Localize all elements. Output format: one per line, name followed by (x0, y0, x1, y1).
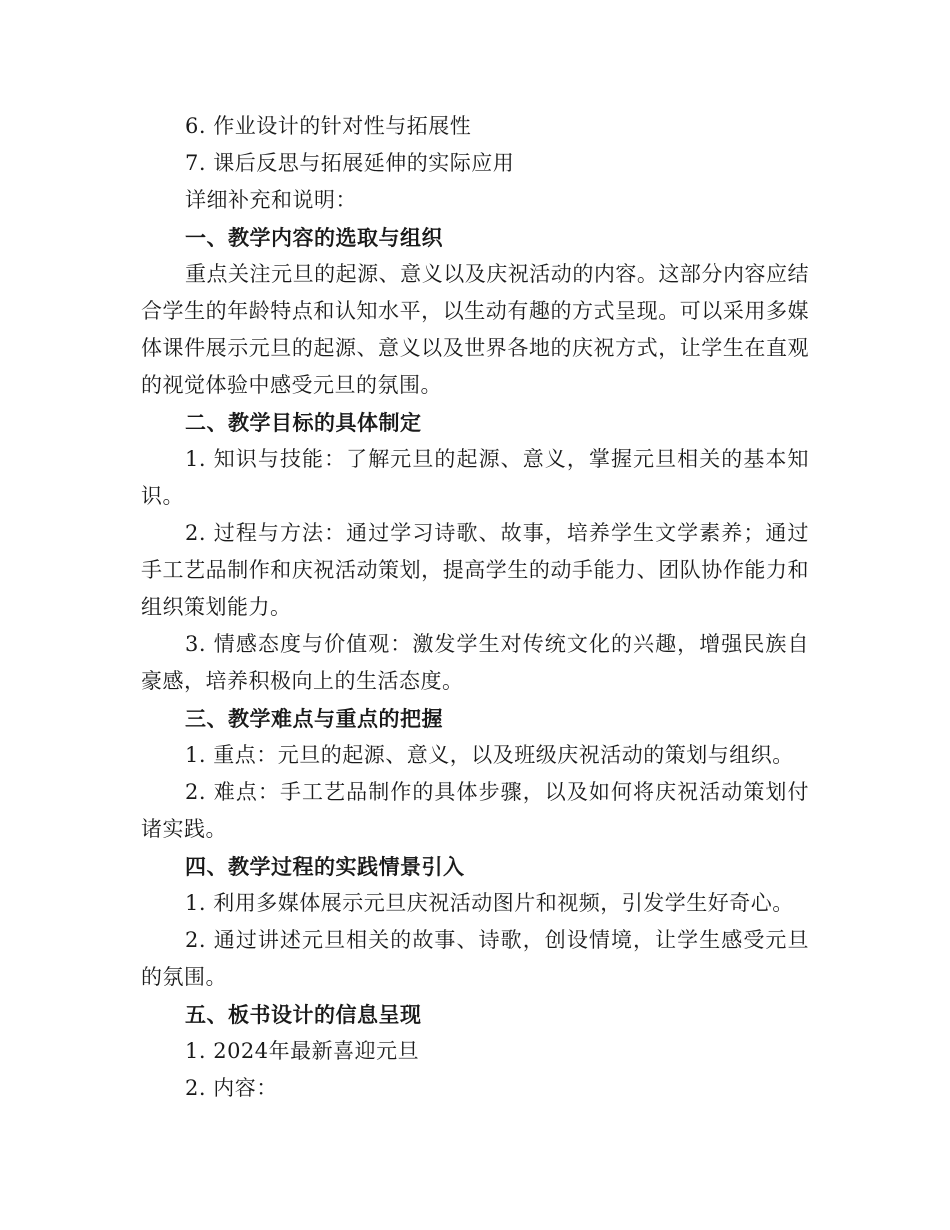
list-item: 2. 内容： (185, 1076, 278, 1100)
section-heading: 四、教学过程的实践情景引入 (185, 854, 465, 879)
list-item: 7. 课后反思与拓展延伸的实际应用 (185, 151, 515, 175)
list-item: 1. 知识与技能：了解元旦的起源、意义，掌握元旦相关的基本知识。 (141, 447, 809, 508)
section-heading: 五、板书设计的信息呈现 (185, 1002, 422, 1027)
list-item: 1. 重点：元旦的起源、意义，以及班级庆祝活动的策划与组织。 (185, 743, 794, 767)
list-item: 2. 过程与方法：通过学习诗歌、故事，培养学生文学素养；通过手工艺品制作和庆祝活动策划，提高学生的动手能力、团队协作能力和组织策划能力。 (141, 521, 809, 619)
section-heading: 三、教学难点与重点的把握 (185, 706, 443, 731)
list-item: 3. 情感态度与价值观：激发学生对传统文化的兴趣，增强民族自豪感，培养积极向上的生活态度。 (141, 632, 809, 693)
document-body (141, 108, 809, 1107)
section-heading: 二、教学目标的具体制定 (185, 410, 422, 435)
paragraph: 详细补充和说明： (185, 188, 357, 212)
paragraph: 重点关注元旦的起源、意义以及庆祝活动的内容。这部分内容应结合学生的年龄特点和认知水平，以生动有趣的方式呈现。可以采用多媒体课件展示元旦的起源、意义以及世界各地的庆祝方式，让学生在直观的视觉体验中感受元旦的氛围。 (141, 262, 809, 397)
list-item: 2. 通过讲述元旦相关的故事、诗歌，创设情境，让学生感受元旦的氛围。 (141, 928, 809, 989)
list-item: 1. 利用多媒体展示元旦庆祝活动图片和视频，引发学生好奇心。 (185, 891, 794, 915)
list-item: 6. 作业设计的针对性与拓展性 (185, 114, 472, 138)
list-item: 1. 2024年最新喜迎元旦 (185, 1039, 420, 1063)
section-heading: 一、教学内容的选取与组织 (185, 225, 443, 250)
list-item: 2. 难点：手工艺品制作的具体步骤，以及如何将庆祝活动策划付诸实践。 (141, 780, 809, 841)
